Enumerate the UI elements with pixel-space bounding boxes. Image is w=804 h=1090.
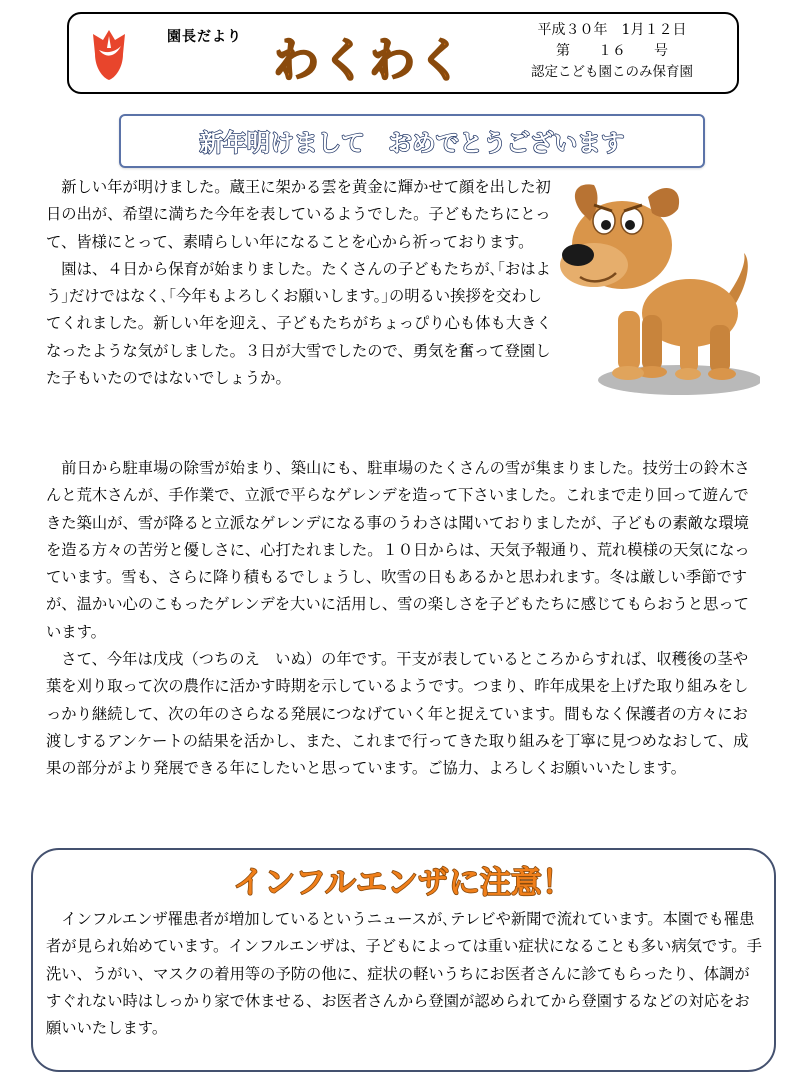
newsletter-kind-label: 園長だより <box>167 29 242 45</box>
influenza-title <box>183 854 623 904</box>
issue-date: 平成３０年 1月１２日 <box>537 22 687 38</box>
article-paragraph: さて、今年は戊戌（つちのえ いぬ）の年です。干支が表しているところからすれば、収穫後の茎や葉を刈り取って次の農作に活かす時期を示しているようです。つまり、昨年成果を上げた取り組みをしっかり継続して、次の年のさらなる発展につなげていく年と捉えています。間もなく保護者の方々にお渡しするアンケートの結果を活かし、また、これまで行ってきた取り組みを丁寧に見つめなおして、成果の部分がより発展できる年にしたいと思っています。ご協力、よろしくお願いいたします。 <box>46 650 749 778</box>
issue-number: 第 １６ 号 <box>556 43 668 59</box>
article-paragraph: 前日から駐車場の除雪が始まり、築山にも、駐車場のたくさんの雪が集まりました。技労士の鈴木さんと荒木さんが、手作業で、立派で平らなゲレンデを造って下さいました。これまで走り回って遊んできた築山が、雪が降ると立派なゲレンデになる事のうわさは聞いておりましたが、子どもの素敵な環境を造る方々の苦労と優しさに、心打たれました。１０日からは、天気予報通り、荒れ模様の天気になっています。雪も、さらに降り積もるでしょうし、吹雪の日もあるかと思われます。冬は厳しい季節ですが、温かい心のこもったゲレンデを大いに活用し、雪の楽しさを子どもたちに感じてもらおうと思っています。 <box>46 459 750 641</box>
header-box <box>67 12 739 94</box>
tulip-logo-icon <box>85 28 133 82</box>
issue-info <box>507 20 717 83</box>
newsletter-title <box>259 18 479 92</box>
banner-art <box>121 116 703 166</box>
article-bottom <box>46 455 758 783</box>
new-year-banner <box>119 114 705 168</box>
article-paragraph: 新しい年が明けました。蔵王に架かる雲を黄金に輝かせて顔を出した初日の出が、希望に満ちた今年を表しているようでした。子どもたちにとって、皆様にとって、素晴らしい年になることを心から祈っております。 <box>46 178 551 251</box>
article-paragraph: 園は、４日から保育が始まりました。たくさんの子どもたちが､｢おはよう｣だけではなく､｢今年もよろしくお願いします。｣の明るい挨拶を交わしてくれました。新しい年を迎え、子どもたちがちょっぴり心も体も大きくなったような気がしました。３日が大雪でしたので、勇気を奮って登園した子もいたのではないでしょうか。 <box>46 259 552 388</box>
dog-illustration-icon <box>560 175 760 400</box>
banner-text: 新年明けまして おめでとうございます <box>199 129 625 158</box>
newsletter-title-text: わくわく <box>273 33 465 87</box>
influenza-title-text: インフルエンザに注意！ <box>233 865 573 901</box>
influenza-body <box>46 906 762 1042</box>
school-name: 認定こども園このみ保育園 <box>531 64 693 80</box>
article-top <box>46 174 556 392</box>
influenza-paragraph: インフルエンザ罹患者が増加しているというニュースが､テレビや新聞で流れています。本園でも罹患者が見られ始めています。インフルエンザは、子どもによっては重い症状になることも多い病気です。手洗い、うがい、マスクの着用等の予防の他に、症状の軽いうちにお医者さんに診てもらったり、体調がすぐれない時はしっかり家で休ませる、お医者さんから登園が認められてから登園するなどの対応をお願いいたします。 <box>46 910 762 1038</box>
influenza-notice-box <box>31 848 776 1072</box>
